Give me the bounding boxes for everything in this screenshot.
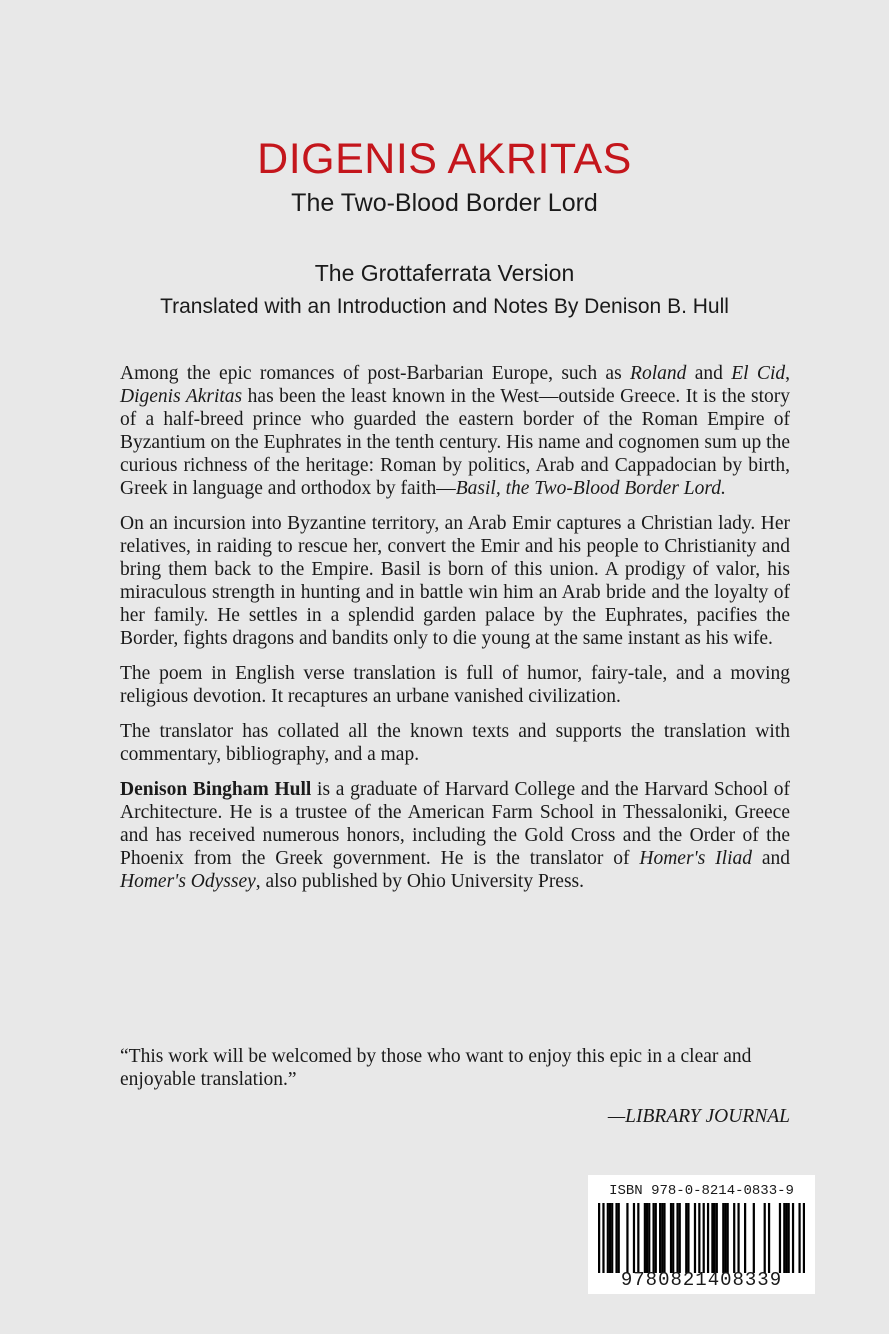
barcode-bar [716,1203,718,1273]
barcode-bar [698,1203,700,1273]
barcode-bar [646,1203,648,1273]
barcode-bar [652,1203,654,1273]
barcode-bar [737,1203,739,1273]
barcode-bar [694,1203,696,1273]
barcode-bar [779,1203,781,1273]
barcode-bar [598,1203,600,1273]
barcode-bar [648,1203,650,1273]
translator-line: Translated with an Introduction and Notes By Denison B. Hull [160,295,729,318]
barcode-bar [713,1203,715,1273]
barcode-bar [764,1203,766,1273]
author-bio: Denison Bingham Hull is a graduate of Harvard College and the Harvard School of Architecture. He is a trustee of the American Farm School in Thessaloniki, Greece and has received numerous honors, including the Gold Cross and the Order of the Phoenix from the Greek government. He is the translator of Homer's Iliad and Homer's Odyssey, also published by Ohio University Press. [120,779,791,892]
isbn-label: ISBN 978-0-8214-0833-9 [609,1183,794,1199]
barcode-bar [655,1203,657,1273]
blurb-paragraph-4: The translator has collated all the known texts and supports the translation with commentary, bibliography, and a map. [120,721,790,765]
book-subtitle: The Two-Blood Border Lord [291,189,598,217]
barcode-bar [711,1203,713,1273]
barcode-bar [618,1203,620,1273]
barcode-bar [803,1203,805,1273]
barcode-bar [670,1203,672,1273]
barcode-bar [609,1203,611,1273]
barcode-bar [607,1203,609,1273]
barcode-bar [672,1203,674,1273]
barcode-bar [768,1203,770,1273]
blurb-paragraph-1: Among the epic romances of post-Barbarian Europe, such as Roland and El Cid, Digenis Akritas has been the least known in the West—outside Greece. It is the story of a half-breed prince who guarded the eastern border of the Roman Empire of Byzantium on the Euphrates in the tenth century. His name and cognomen sum up the curious richness of the heritage: Roman by politics, Arab and Cappadocian by birth, Greek in language and orthodox by faith—Basil, the Two-Blood Border Lord. [120,363,790,499]
blurb-paragraph-2: On an incursion into Byzantine territory, an Arab Emir captures a Christian lady. Her relatives, in raiding to rescue her, convert the Emir and his people to Christianity and bring them back to the Empire. Basil is born of this union. A prodigy of valor, his miraculous strength in hunting and in battle win him an Arab bride and the loyalty of her family. He settles in a splendid garden palace by the Euphrates, pacifies the Border, fights dragons and bandits only to die young at the same instant as his wife. [120,513,790,649]
barcode-bars [598,1203,805,1273]
barcode-bar [703,1203,705,1273]
barcode-bar [611,1203,613,1273]
barcode-bar [733,1203,735,1273]
barcode-bar [644,1203,646,1273]
barcode-bar [724,1203,726,1273]
isbn-barcode [588,1175,815,1294]
barcode-digits: 9780821408339 [620,1269,783,1291]
barcode-bar [785,1203,787,1273]
review-quote: “This work will be welcomed by those who want to enjoy this epic in a clear and enjoyable translation.” [120,1046,752,1090]
version-line: The Grottaferrata Version [314,260,575,286]
barcode-bar [633,1203,635,1273]
barcode-bar [727,1203,729,1273]
barcode-bar [687,1203,689,1273]
barcode-bar [753,1203,755,1273]
barcode-bar [679,1203,681,1273]
review-source: —LIBRARY JOURNAL [607,1106,790,1127]
barcode-bar [602,1203,604,1273]
barcode-bar [744,1203,746,1273]
barcode-bar [707,1203,709,1273]
blurb-body [120,362,790,905]
barcode-bar [783,1203,785,1273]
barcode-bar [798,1203,800,1273]
book-title: DIGENIS AKRITAS [257,135,632,183]
barcode-bar [615,1203,617,1273]
barcode-bar [663,1203,665,1273]
barcode-bar [661,1203,663,1273]
barcode-bar [626,1203,628,1273]
blurb-paragraph-3: The poem in English verse translation is full of humor, fairy-tale, and a moving religious devotion. It recaptures an urbane vanished civilization. [120,663,790,707]
author-name: Denison Bingham Hull [120,779,312,800]
barcode-bar [637,1203,639,1273]
barcode-bar [788,1203,790,1273]
barcode-bar [685,1203,687,1273]
barcode-bar [792,1203,794,1273]
barcode-bar [722,1203,724,1273]
barcode-bar [676,1203,678,1273]
barcode-bar [659,1203,661,1273]
